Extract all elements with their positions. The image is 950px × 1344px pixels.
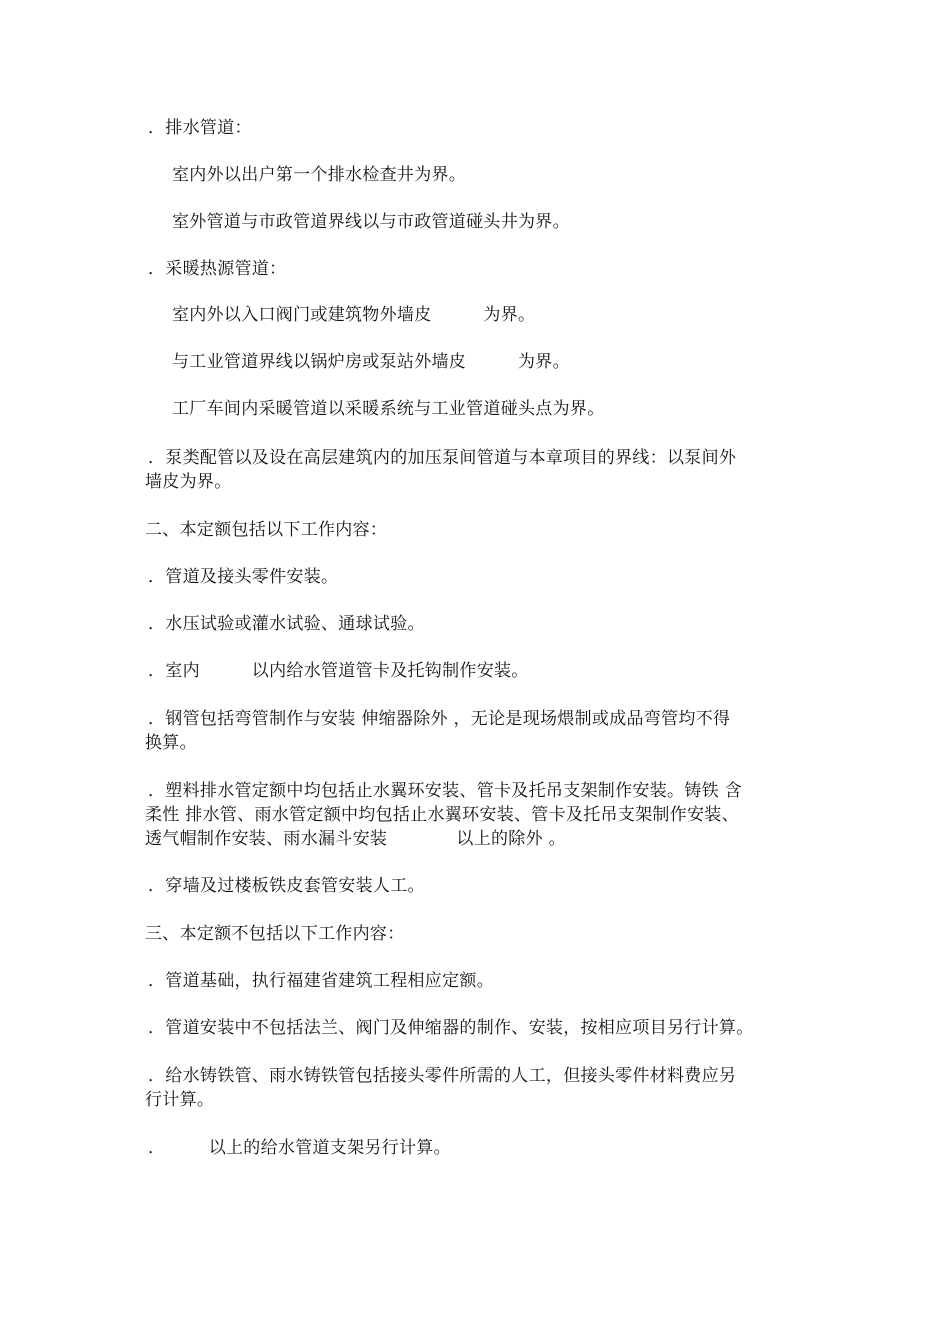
- heating-indoor-outdoor-boundary: 室内外以入口阀门或建筑物外墙皮 为界。: [172, 305, 536, 325]
- included-pipe-fittings: ．管道及接头零件安装。: [148, 567, 339, 587]
- item-drainage-pipe-heading: ．排水管道：: [148, 118, 252, 138]
- included-pipe-clamps: ．室内 以内给水管道管卡及托钩制作安装。: [148, 661, 529, 681]
- heating-industrial-boundary: 与工业管道界线以锅炉房或泵站外墙皮 为界。: [172, 352, 570, 372]
- included-steel-pipe-bends-cont: 换算。: [145, 733, 197, 753]
- drainage-municipal-boundary: 室外管道与市政管道界线以与市政管道碰头井为界。: [172, 212, 570, 232]
- drainage-indoor-outdoor-boundary: 室内外以出户第一个排水检查井为界。: [172, 165, 467, 185]
- included-plastic-drain-pipe-cont1: 柔性 排水管、雨水管定额中均包括止水翼环安装、管卡及托吊支架制作安装、: [145, 805, 739, 825]
- section-three-heading: 三、本定额不包括以下工作内容：: [145, 924, 405, 944]
- excluded-pipe-foundation: ．管道基础，执行福建省建筑工程相应定额。: [148, 971, 494, 991]
- included-steel-pipe-bends: ．钢管包括弯管制作与安装 伸缩器除外 ，无论是现场煨制或成品弯管均不得: [148, 709, 731, 729]
- included-wall-sleeve-labor: ．穿墙及过楼板铁皮套管安装人工。: [148, 876, 425, 896]
- excluded-flanges-valves: ．管道安装中不包括法兰、阀门及伸缩器的制作、安装，按相应项目另行计算。: [148, 1018, 754, 1038]
- excluded-pipe-supports: ． 以上的给水管道支架另行计算。: [148, 1138, 451, 1158]
- pump-piping-boundary-cont: 墙皮为界。: [145, 472, 232, 492]
- heating-workshop-boundary: 工厂车间内采暖管道以采暖系统与工业管道碰头点为界。: [172, 399, 605, 419]
- included-pressure-test: ．水压试验或灌水试验、通球试验。: [148, 614, 425, 634]
- pump-piping-boundary: ．泵类配管以及设在高层建筑内的加压泵间管道与本章项目的界线：以泵间外: [148, 448, 737, 468]
- section-two-heading: 二、本定额包括以下工作内容：: [145, 520, 388, 540]
- item-heating-pipe-heading: ．采暖热源管道：: [148, 259, 287, 279]
- excluded-fitting-materials-cont: 行计算。: [145, 1090, 215, 1110]
- included-plastic-drain-pipe: ．塑料排水管定额中均包括止水翼环安装、管卡及托吊支架制作安装。铸铁 含: [148, 781, 742, 801]
- excluded-fitting-materials: ．给水铸铁管、雨水铸铁管包括接头零件所需的人工，但接头零件材料费应另: [148, 1066, 737, 1086]
- included-plastic-drain-pipe-cont2: 透气帽制作安装、雨水漏斗安装 以上的除外 。: [145, 829, 566, 849]
